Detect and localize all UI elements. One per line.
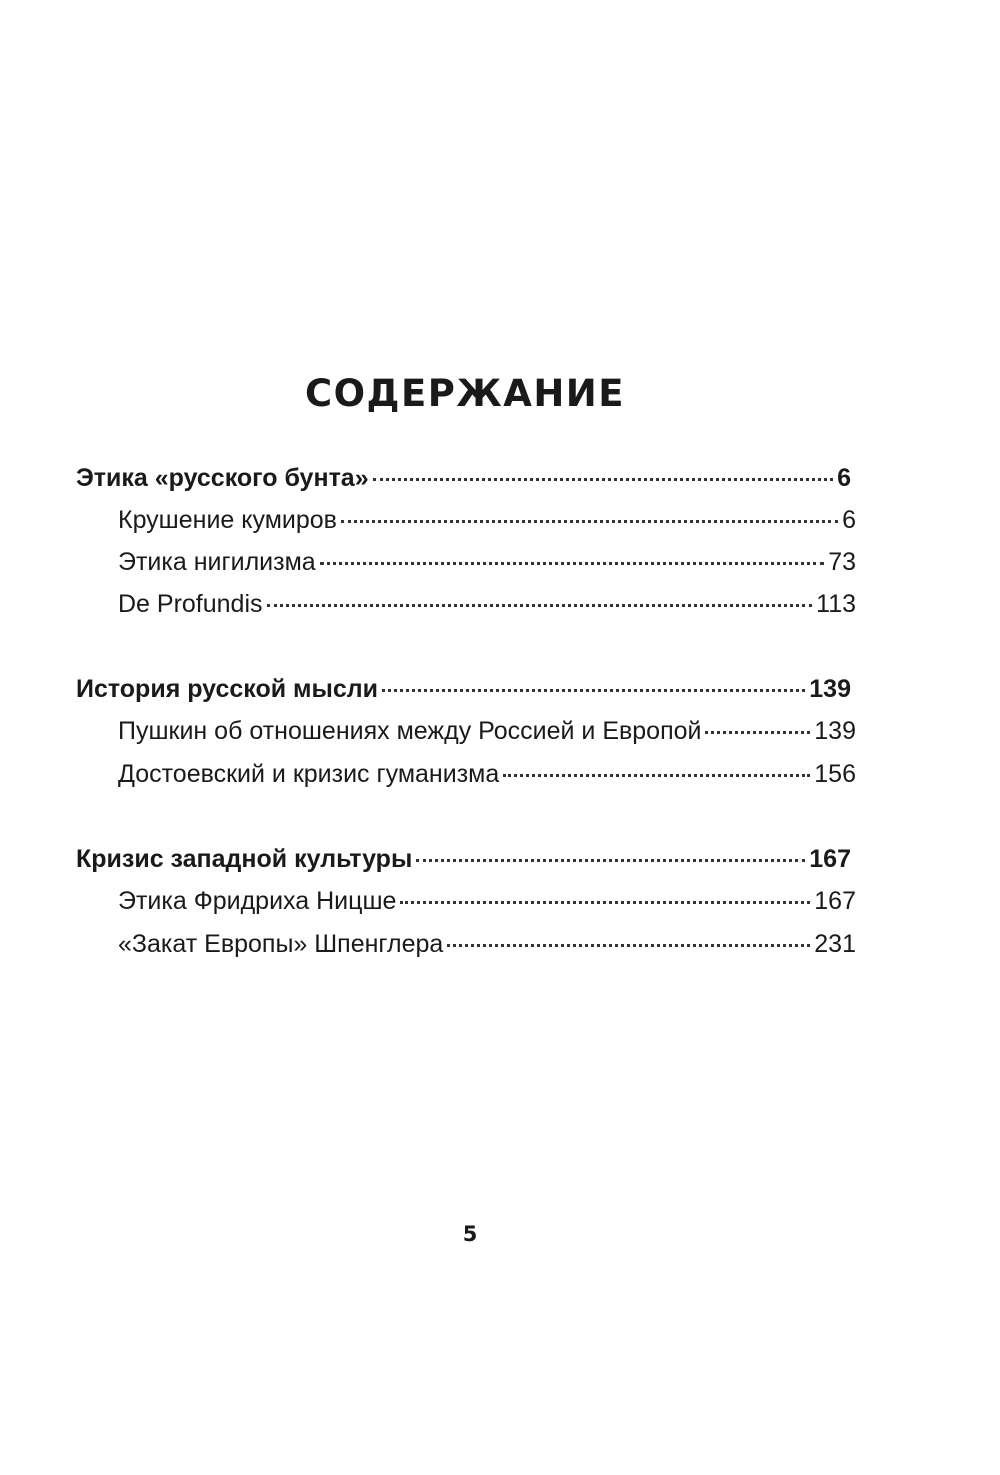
toc-page-number: 139	[814, 717, 856, 745]
toc-item-title: Этика Фридриха Ницше	[118, 887, 397, 915]
dot-leader	[373, 478, 833, 481]
toc-section-title: История русской мысли	[76, 675, 379, 703]
toc-item-title: Пушкин об отношениях между Россией и Европой	[118, 717, 702, 745]
toc-item[interactable]	[118, 588, 856, 620]
dot-leader	[382, 689, 805, 692]
dot-leader	[267, 604, 813, 607]
toc-section[interactable]	[76, 843, 851, 875]
toc-item[interactable]	[118, 546, 856, 578]
dot-leader	[447, 944, 810, 947]
dot-leader	[705, 731, 810, 734]
toc-page-number: 6	[842, 506, 856, 534]
toc-section-title: Кризис западной культуры	[76, 845, 413, 873]
toc-page-number: 156	[814, 760, 856, 788]
toc-item-title: «Закат Европы» Шпенглера	[118, 930, 444, 958]
toc-page-number: 113	[816, 590, 856, 618]
dot-leader	[503, 774, 810, 777]
toc-page-number: 139	[809, 675, 851, 703]
dot-leader	[320, 562, 825, 565]
page-number: 5	[462, 1222, 478, 1246]
dot-leader	[416, 859, 805, 862]
toc-section-title: Этика «русского бунта»	[76, 464, 369, 492]
toc-item-title: Этика нигилизма	[118, 548, 316, 576]
toc-page-number: 6	[837, 464, 851, 492]
toc-item[interactable]	[118, 504, 856, 536]
toc-page-number: 167	[809, 845, 851, 873]
toc-item[interactable]	[118, 928, 856, 960]
dot-leader	[400, 901, 810, 904]
toc-section[interactable]	[76, 673, 851, 705]
dot-leader	[341, 520, 838, 523]
toc-item-title: Достоевский и кризис гуманизма	[118, 760, 500, 788]
toc-item[interactable]	[118, 758, 856, 790]
toc-item[interactable]	[118, 715, 856, 747]
page-title: СОДЕРЖАНИЕ	[304, 372, 626, 415]
toc-item-title: Крушение кумиров	[118, 506, 337, 534]
toc-item[interactable]	[118, 885, 856, 917]
toc-page-number: 167	[814, 887, 856, 915]
toc-page-number: 231	[814, 930, 856, 958]
toc-page-number: 73	[828, 548, 856, 576]
toc-item-title: De Profundis	[118, 590, 263, 618]
toc-section[interactable]	[76, 462, 851, 494]
